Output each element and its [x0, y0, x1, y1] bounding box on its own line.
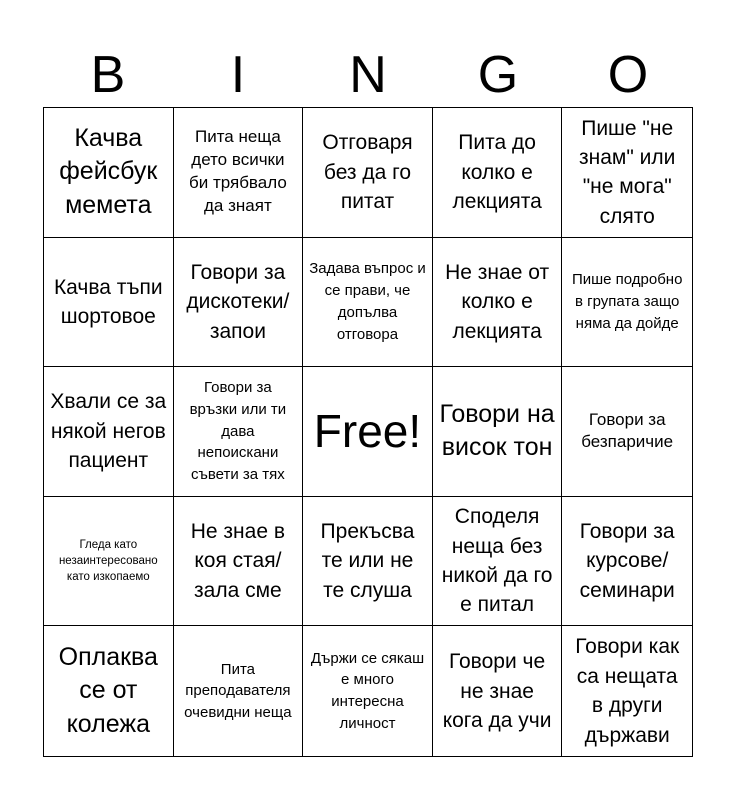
bingo-cell[interactable]: Не знае в коя стая/ зала сме	[174, 497, 304, 627]
bingo-cell[interactable]: Хвали се за някой негов пациент	[44, 367, 174, 497]
bingo-header	[43, 40, 693, 110]
bingo-cell[interactable]: Пита неща дето всички би трябвало да знаят	[174, 108, 304, 238]
bingo-cell[interactable]: Споделя неща без никой да го е питал	[433, 497, 563, 627]
free-space[interactable]: Free!	[303, 367, 433, 497]
header-letter-o: O	[607, 46, 649, 104]
bingo-cell[interactable]: Задава въпрос и се прави, че допълва отговора	[303, 238, 433, 368]
bingo-cell[interactable]: Говори за безпаричие	[562, 367, 692, 497]
bingo-cell[interactable]: Говори за връзки или ти дава непоискани съвети за тях	[174, 367, 304, 497]
bingo-cell[interactable]: Говори как са нещата в други държави	[575, 635, 680, 747]
bingo-cell[interactable]: Гледа като незаинтересовано като изкопаемо	[44, 497, 174, 627]
header-letter-b: B	[90, 46, 126, 104]
bingo-cell[interactable]: Говори че не знае кога да учи	[433, 626, 563, 756]
bingo-cell[interactable]: Пита до колко е лекцията	[433, 108, 563, 238]
bingo-cell[interactable]: Говори на висок тон	[433, 367, 563, 497]
bingo-cell[interactable]: Отговаря без да го питат	[303, 108, 433, 238]
bingo-cell[interactable]: Пише "не знам" или "не мога" слято	[562, 108, 692, 238]
bingo-cell[interactable]: Пише подробно в групата защо няма да дойде	[562, 238, 692, 368]
bingo-cell[interactable]: Държи се сякаш е много интересна личност	[303, 626, 433, 756]
bingo-grid	[43, 107, 693, 757]
bingo-cell[interactable]: Качва фейсбук мемета	[44, 108, 174, 238]
bingo-cell[interactable]: Пита преподавателя очевидни неща	[174, 626, 304, 756]
bingo-cell[interactable]: Прекъсва те или не те слуша	[303, 497, 433, 627]
bingo-cell[interactable]: Говори за дискотеки/ запои	[174, 238, 304, 368]
header-letter-i: I	[230, 46, 246, 104]
header-letter-n: N	[349, 46, 387, 104]
header-letter-g: G	[477, 46, 519, 104]
bingo-cell[interactable]: Не знае от колко е лекцията	[433, 238, 563, 368]
bingo-cell[interactable]: Качва тъпи шортовое	[44, 238, 174, 368]
bingo-cell[interactable]: Оплаква се от колежа	[44, 626, 174, 756]
bingo-cell[interactable]: Говори за курсове/ семинари	[562, 497, 692, 627]
